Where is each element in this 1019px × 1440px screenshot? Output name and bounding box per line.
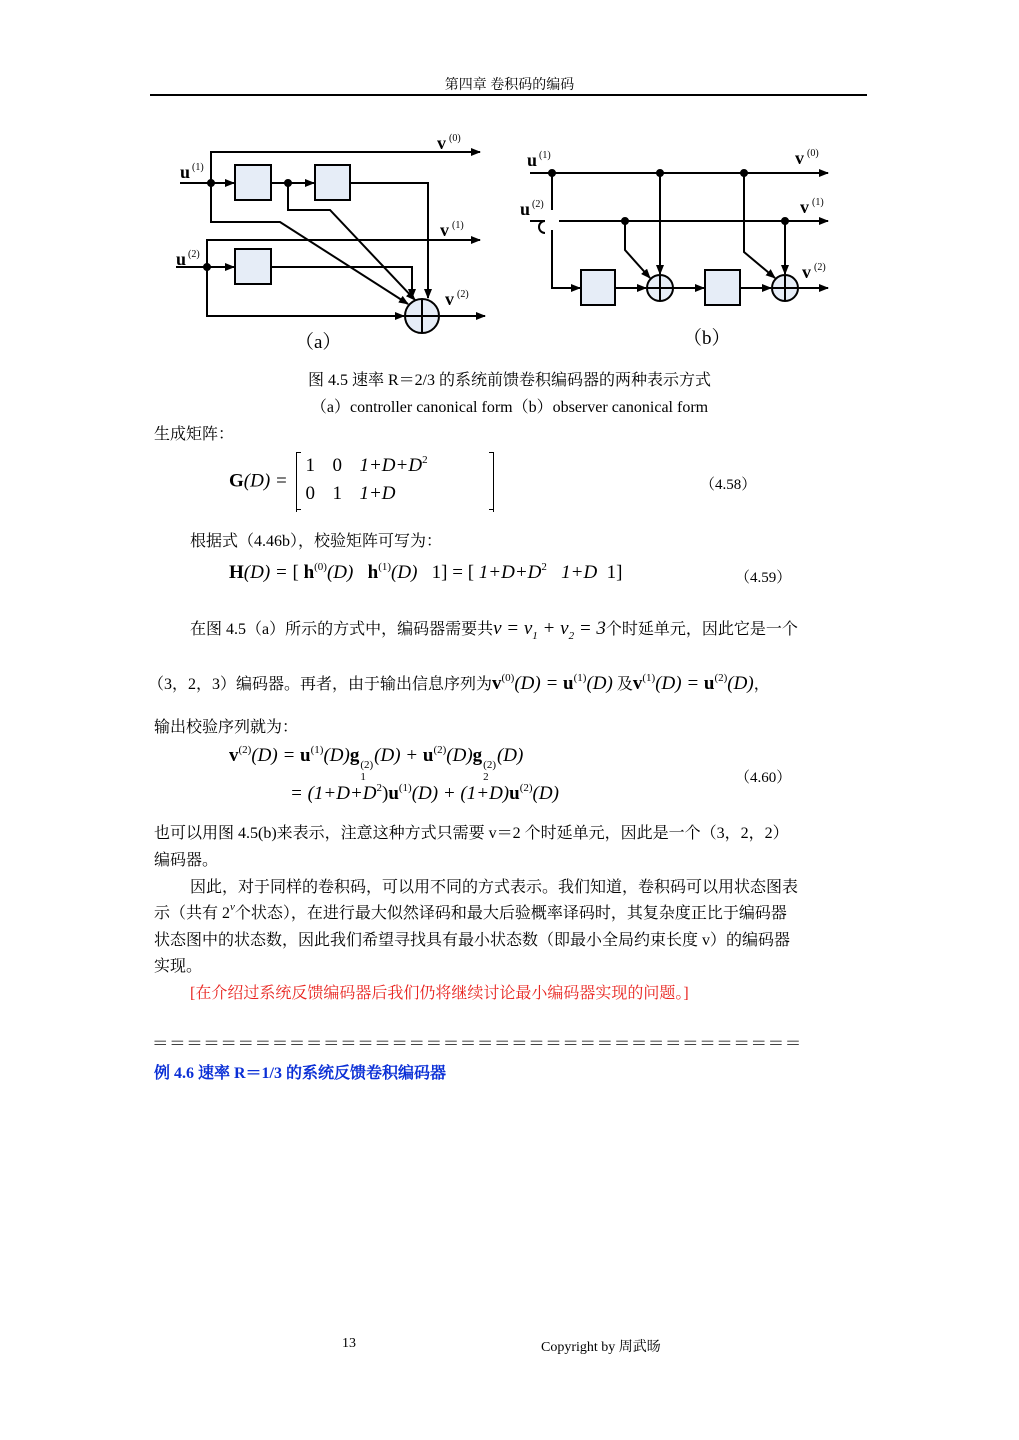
adder-icon [405, 299, 439, 333]
equation-4-60-line2: = $(1+D+D^2)u^{(1)}(D) + (1+D)u^{(2)}(D)$ [290, 782, 559, 804]
subfigure-label-a: （a） [295, 332, 342, 353]
label-u1: u [527, 150, 538, 170]
paragraph: 在图 4.5（a）所示的方式中，编码器需要共$v = v_1 + v_2 = 3$个时延单元，因此它是一个 [190, 618, 798, 642]
delay-box [581, 270, 615, 305]
example-heading: 例 4.6 速率 R＝1/3 的系统反馈卷积编码器 [154, 1065, 447, 1082]
delay-box [235, 165, 271, 200]
paragraph: （3，2，3）编码器。再者，由于输出信息序列为$v^{(0)}(D) = u^{(1)}(D)$ 及$v^{(1)}(D) = u^{(2)}(D)$， [148, 672, 770, 694]
subfigure-label-b: （b） [683, 328, 731, 349]
page-number: 13 [342, 1336, 356, 1351]
figure-caption: 图 4.5 速率 R＝2/3 的系统前馈卷积编码器的两种表示方式 [307, 372, 712, 389]
page-header: 第四章 卷积码的编码 [444, 78, 575, 93]
paragraph: 根据式（4.46b），校验矩阵可写为： [190, 533, 443, 550]
label-sup: (1) [192, 162, 204, 173]
paragraph: 实现。 [154, 958, 203, 975]
equation-4-58: G(D) = 1 0 $1+D+D^2$ 0 1 1+D [229, 452, 494, 512]
label-v2: v [445, 289, 454, 309]
label-u2: u [520, 199, 531, 219]
paragraph: 也可以用图 4.5(b)来表示，注意这种方式只需要 v＝2 个时延单元，因此是一个（3，2，2） [154, 825, 789, 842]
label-sup: (1) [452, 220, 464, 231]
delay-box [705, 270, 740, 305]
red-note: [在介绍过系统反馈编码器后我们仍将继续讨论最小编码器实现的问题。] [190, 985, 689, 1002]
label-u1: u [180, 162, 191, 182]
label-v0: v [437, 133, 446, 153]
paragraph: 状态图中的状态数，因此我们希望寻找具有最小状态数（即最小全局约束长度 v）的编码器 [154, 932, 791, 949]
diagram-b [530, 170, 828, 305]
equation-number: （4.58） [700, 477, 757, 493]
equation-4-59: H(D) = [ $h^{(0)}(D)$ $h^{(1)}(D)$ 1] = [ $1+D+D^2$ 1+D 1] [229, 561, 623, 583]
equation-4-60-line1: $v^{(2)}(D) = u^{(1)}(D)g$ (2) 1 $(D) + u^{(2)}(D)g$ (2) 2 (D) [229, 744, 524, 783]
delay-box [235, 249, 271, 284]
label-sup: (2) [814, 262, 826, 273]
adder-icon [772, 275, 798, 301]
delay-box [315, 165, 350, 200]
paragraph: 生成矩阵： [154, 426, 235, 443]
paragraph: 编码器。 [154, 852, 219, 869]
label-sup: (2) [532, 199, 544, 210]
label-sup: (0) [449, 133, 461, 144]
figure-caption-sub: （a）controller canonical form（b）observer canonical form [310, 399, 709, 416]
label-v0: v [795, 148, 804, 168]
sub-sup-stack: (2) 1 [360, 759, 374, 783]
label-v1: v [800, 197, 809, 217]
paragraph: 示（共有 2$^v$个状态），在进行最大似然译码和最大后验概率译码时，其复杂度正比于编码器 [154, 901, 787, 922]
label-sup: (2) [457, 289, 469, 300]
adder-icon [647, 275, 673, 301]
sub-sup-stack: (2) 2 [483, 759, 496, 783]
label-v2: v [802, 262, 811, 282]
diagram-a [176, 152, 485, 333]
label-sup: (2) [188, 249, 200, 260]
equation-number: （4.59） [735, 570, 792, 586]
paragraph: 因此，对于同样的卷积码，可以用不同的方式表示。我们知道，卷积码可以用状态图表 [190, 879, 799, 896]
label-u2: u [176, 249, 187, 269]
separator: ＝＝＝＝＝＝＝＝＝＝＝＝＝＝＝＝＝＝＝＝＝＝＝＝＝＝＝＝＝＝＝＝＝＝＝＝＝＝ [152, 1034, 802, 1053]
copyright: Copyright by 周武旸 [541, 1340, 661, 1355]
label-sup: (1) [812, 197, 824, 208]
label-sup: (0) [807, 148, 819, 159]
label-sup: (1) [539, 150, 551, 161]
encoder-figure [0, 0, 1019, 380]
equation-number: （4.60） [735, 770, 792, 786]
label-v1: v [440, 220, 449, 240]
paragraph: 输出校验序列就为： [154, 719, 299, 736]
